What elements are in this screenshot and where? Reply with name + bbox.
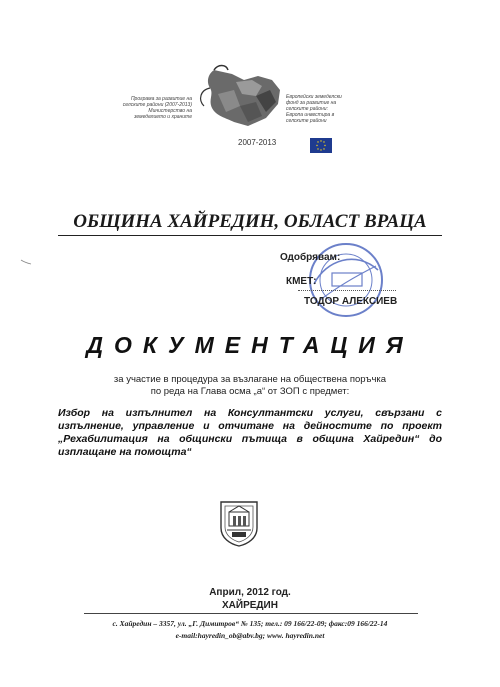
logo-left-caption: Програма за развитие на селските райони (2007-2013) Министерство на земеделието и храните (122, 96, 192, 120)
document-title: ДОКУМЕНТАЦИЯ (86, 332, 414, 358)
eu-flag-icon (310, 138, 332, 153)
subject-text: Избор на изпълнител на Консултантски услуги, свързани с изпълнение, управление и отчитане на дейностите по проект „Рехабилитация на общински пътища в община Хайредин“ до изплащане на помощта“ (58, 407, 442, 458)
document-date: Април, 2012 год. (209, 587, 291, 598)
mayor-name: ТОДОР АЛЕКСИЕВ (304, 296, 398, 307)
margin-mark (20, 258, 32, 266)
approval-label: Одобрявам: (280, 252, 341, 263)
document-town: ХАЙРЕДИН (222, 600, 278, 611)
rural-development-map-logo (196, 60, 296, 150)
signature-line (298, 290, 396, 291)
purpose-line-2: по реда на Глава осма „а“ от ЗОП с предмет: (150, 386, 350, 397)
footer-address: с. Хайредин – 3357, ул. „Г. Димитров“ № 135; тел.: 09 166/22-09; факс:09 166/22-14 (112, 619, 388, 628)
program-logo (120, 60, 360, 160)
mayor-label: КМЕТ: (286, 276, 317, 287)
footer-contacts: e-mail:hayredin_ob@abv.bg; www. hayredin.net (175, 631, 325, 640)
municipality-crest-icon (218, 496, 260, 548)
logo-right-caption: Европейски земеделски фонд за развитие на селските райони: Европа инвестира в селските райони (286, 94, 342, 124)
logo-year: 2007-2013 (238, 138, 277, 147)
municipality-heading: ОБЩИНА ХАЙРЕДИН, ОБЛАСТ ВРАЦА (73, 211, 427, 232)
purpose-line-1: за участие в процедура за възлагане на обществена поръчка (113, 374, 387, 385)
purpose-text (90, 374, 410, 398)
procurement-subject (58, 407, 442, 459)
footer-divider (84, 613, 418, 614)
heading-underline (58, 235, 442, 236)
